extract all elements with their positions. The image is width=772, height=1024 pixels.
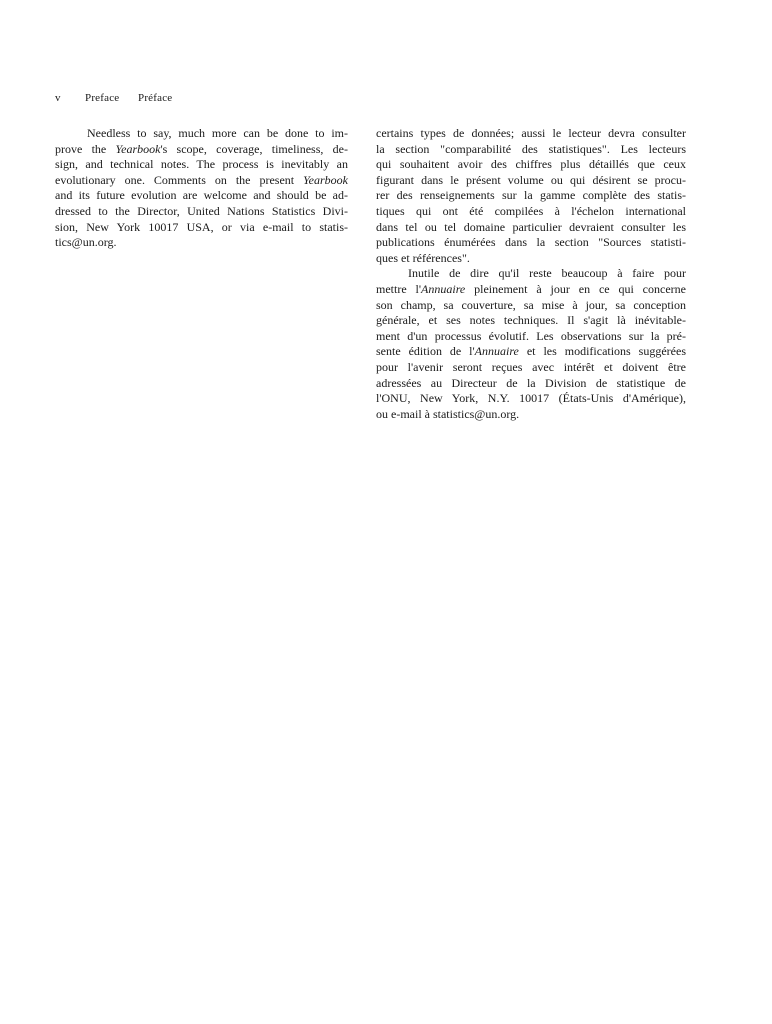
text-line: adressées au Directeur de la Division de statistique de [376, 375, 686, 390]
text-line: sion, New York 10017 USA, or via e-mail to statis- [55, 219, 348, 234]
paragraph-fr-2 [376, 266, 686, 422]
text-line: prove the Yearbook's scope, coverage, timeliness, de- [55, 141, 348, 156]
annuaire-title-italic: Annuaire [421, 281, 466, 296]
text-line: sign, and technical notes. The process is inevitably an [55, 157, 348, 172]
right-column-french [376, 126, 686, 422]
text-line: générale, et ses notes techniques. Il s'agit là inévitable- [376, 313, 686, 328]
text-line: mettre l'Annuaire pleinement à jour en ce qui concerne [376, 281, 686, 296]
running-head [55, 92, 172, 104]
text-line: pour l'avenir seront reçues avec intérêt et doivent être [376, 359, 686, 374]
text-line: qui souhaitent avoir des chiffres plus détaillés que ceux [376, 157, 686, 172]
paragraph-en-1 [55, 126, 348, 251]
text-line: Needless to say, much more can be done to im- [87, 126, 348, 140]
text-line: certains types de données; aussi le lecteur devra consulter [376, 126, 686, 140]
text-line: evolutionary one. Comments on the present Yearbook [55, 172, 348, 187]
yearbook-title-italic: Yearbook [303, 172, 348, 187]
text-line: son champ, sa couverture, sa mise à jour, sa conception [376, 297, 686, 312]
text-line: ques et références". [376, 250, 470, 265]
text-line: dans tel ou tel domaine particulier devraient consulter les [376, 219, 686, 234]
annuaire-title-italic: Annuaire [474, 344, 519, 359]
text-line: sente édition de l'Annuaire et les modifications suggérées [376, 344, 686, 359]
text-line: ou e-mail à statistics@un.org. [376, 406, 520, 421]
paragraph-fr-1 [376, 126, 686, 266]
text-line: publications énumérées dans la section "Sources statisti- [376, 235, 686, 250]
text-line: rer des renseignements sur la gamme complète des statis- [376, 188, 686, 203]
left-column-english [55, 126, 348, 251]
text-line: and its future evolution are welcome and should be ad- [55, 188, 348, 203]
text-line: l'ONU, New York, N.Y. 10017 (États-Unis d'Amérique), [376, 391, 686, 406]
text-line: ment d'un processus évolutif. Les observations sur la pré- [376, 328, 686, 343]
running-head-title-en: Preface [85, 92, 120, 104]
yearbook-title-italic: Yearbook [115, 141, 161, 156]
text-line: dressed to the Director, United Nations Statistics Divi- [55, 203, 348, 218]
text-line: figurant dans le présent volume ou qui désirent se procu- [376, 172, 686, 187]
text-line: tiques qui ont été compilées à l'échelon international [376, 203, 686, 218]
text-line: la section "comparabilité des statistiques". Les lecteurs [376, 141, 686, 156]
running-head-title-fr: Préface [138, 92, 173, 104]
text-line: Inutile de dire qu'il reste beaucoup à faire pour [408, 266, 686, 281]
text-line: tics@un.org. [55, 235, 117, 250]
page-number: v [55, 92, 61, 104]
